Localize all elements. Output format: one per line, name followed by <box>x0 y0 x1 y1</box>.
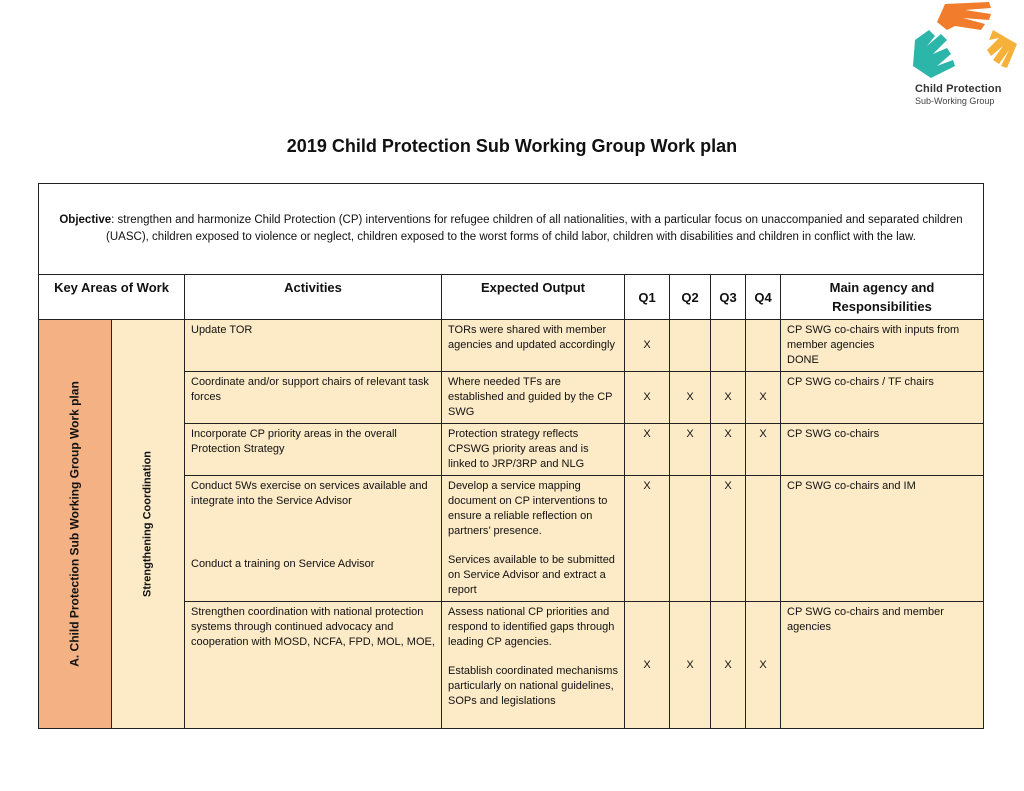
output-cell: TORs were shared with member agencies and updated accordingly <box>442 320 625 372</box>
activity-cell: Strengthen coordination with national protection systems through continued advocacy and cooperation with MOSD, NCFA, FPD, MOL, MOE, <box>185 602 442 729</box>
output-text-2: Establish coordinated mechanisms particularly on national guidelines, SOPs and legislations <box>448 665 618 707</box>
orange-hand-shape <box>937 2 991 30</box>
key-area-cell <box>39 320 112 729</box>
q1-cell: X <box>625 476 670 602</box>
activity-cell: Incorporate CP priority areas in the overall Protection Strategy <box>185 424 442 476</box>
header-q4: Q4 <box>746 275 781 320</box>
key-area-label: A. Child Protection Sub Working Group Work plan <box>67 381 82 667</box>
activity-cell: Coordinate and/or support chairs of relevant task forces <box>185 372 442 424</box>
q1-cell: X <box>625 602 670 729</box>
header-q2: Q2 <box>670 275 711 320</box>
agency-note: DONE <box>787 354 819 366</box>
q2-cell: X <box>670 372 711 424</box>
logo <box>905 0 1024 108</box>
output-text: Develop a service mapping document on CP interventions to ensure a reliable reflection on partners’ presence. <box>448 480 608 537</box>
activity-text-2: Conduct a training on Service Advisor <box>191 558 375 570</box>
objective-label: Objective <box>59 214 112 226</box>
q3-cell: X <box>711 476 746 602</box>
objective-cell <box>39 184 984 275</box>
output-text: Assess national CP priorities and respond to identified gaps through leading CP agencies. <box>448 606 615 648</box>
header-row <box>39 275 984 320</box>
teal-hand-shape <box>913 30 955 78</box>
page-title: 2019 Child Protection Sub Working Group Work plan <box>286 136 738 156</box>
table-row <box>39 320 984 372</box>
q2-cell: X <box>670 602 711 729</box>
q1-cell: X <box>625 424 670 476</box>
header-activities: Activities <box>185 275 442 320</box>
output-cell: Where needed TFs are established and guided by the CP SWG <box>442 372 625 424</box>
q4-cell <box>746 476 781 602</box>
q2-cell <box>670 476 711 602</box>
yellow-hand-shape <box>987 30 1017 68</box>
logo-name: Child Protection <box>915 83 1002 95</box>
output-cell <box>442 602 625 729</box>
q4-cell: X <box>746 602 781 729</box>
header-q3: Q3 <box>711 275 746 320</box>
hands-circle-icon <box>907 0 1022 82</box>
q3-cell: X <box>711 602 746 729</box>
sub-area-label: Strengthening Coordination <box>141 450 154 598</box>
header-expected-output: Expected Output <box>442 275 625 320</box>
q3-cell: X <box>711 424 746 476</box>
activity-cell: Update TOR <box>185 320 442 372</box>
agency-cell: CP SWG co-chairs and member agencies <box>781 602 984 729</box>
q3-cell <box>711 320 746 372</box>
agency-cell <box>781 320 984 372</box>
activity-text: Conduct 5Ws exercise on services available and integrate into the Service Advisor <box>191 480 428 507</box>
q2-cell: X <box>670 424 711 476</box>
output-cell: Protection strategy reflects CPSWG priority areas and is linked to JRP/3RP and NLG <box>442 424 625 476</box>
header-key-areas: Key Areas of Work <box>39 275 185 320</box>
work-plan-table <box>38 183 984 729</box>
header-agency: Main agency and Responsibilities <box>781 275 984 320</box>
q3-cell: X <box>711 372 746 424</box>
agency-cell: CP SWG co-chairs and IM <box>781 476 984 602</box>
logo-subname: Sub-Working Group <box>915 96 995 106</box>
sub-area-cell <box>112 320 185 729</box>
agency-cell: CP SWG co-chairs <box>781 424 984 476</box>
q1-cell: X <box>625 320 670 372</box>
agency-cell: CP SWG co-chairs / TF chairs <box>781 372 984 424</box>
q4-cell <box>746 320 781 372</box>
output-text-2: Services available to be submitted on Service Advisor and extract a report <box>448 554 615 596</box>
output-cell <box>442 476 625 602</box>
q4-cell: X <box>746 424 781 476</box>
q1-cell: X <box>625 372 670 424</box>
agency-text: CP SWG co-chairs with inputs from member agencies <box>787 324 960 351</box>
activity-cell <box>185 476 442 602</box>
q4-cell: X <box>746 372 781 424</box>
q2-cell <box>670 320 711 372</box>
header-q1: Q1 <box>625 275 670 320</box>
objective-text: : strengthen and harmonize Child Protection (CP) interventions for refugee children of all nationalities, with a particular focus on unaccompanied and separated children (UASC), children exposed to violence or neglect, children exposed to the worst forms of child labor, children with disabilities and children in conflict with the law. <box>106 214 963 243</box>
